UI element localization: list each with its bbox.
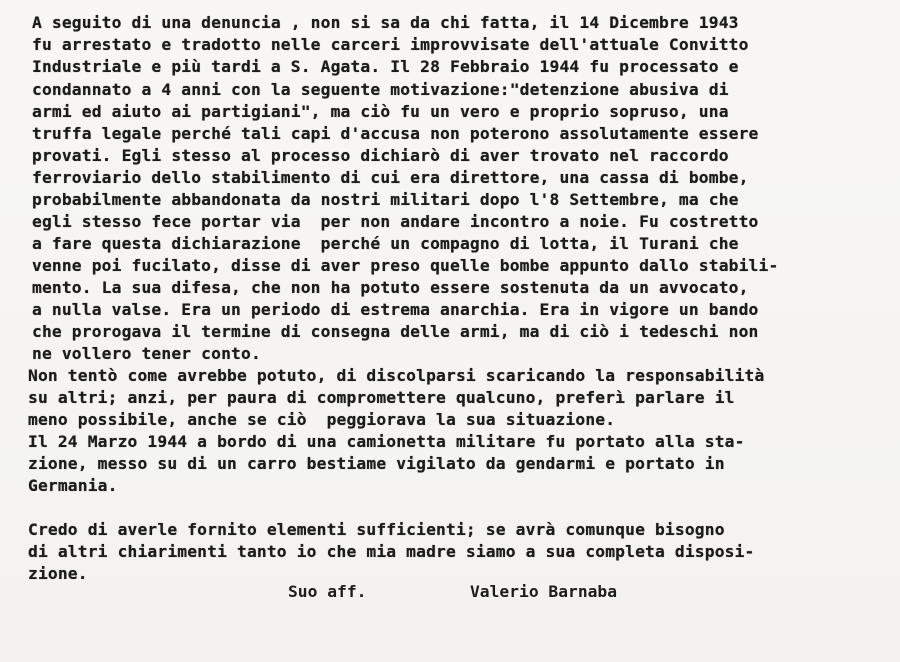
letter-line: Germania. — [28, 476, 118, 495]
letter-line: ne vollero tener conto. — [32, 344, 261, 363]
letter-line: zione, messo su di un carro bestiame vigilato da gendarmi e portato in — [28, 454, 725, 473]
letter-line: venne poi fucilato, disse di aver preso quelle bombe appunto dallo stabili- — [32, 256, 779, 275]
letter-line: Credo di averle fornito elementi sufficienti; se avrà comunque bisogno — [28, 520, 725, 539]
letter-line: mento. La sua difesa, che non ha potuto essere sostenuta da un avvocato, — [32, 278, 749, 297]
letter-line: Il 24 Marzo 1944 a bordo di una camionetta militare fu portato alla sta- — [28, 432, 745, 451]
letter-line: condannato a 4 anni con la seguente motivazione:"detenzione abusiva di — [32, 80, 729, 99]
letter-line: truffa legale perché tali capi d'accusa non poterono assolutamente essere — [32, 124, 759, 143]
letter-line: che prorogava il termine di consegna delle armi, ma di ciò i tedeschi non — [32, 322, 759, 341]
letter-line: A seguito di una denuncia , non si sa da chi fatta, il 14 Dicembre 1943 — [32, 13, 739, 32]
letter-line: zione. — [28, 564, 88, 583]
letter-signature: Valerio Barnaba — [470, 582, 618, 601]
letter-line: a nulla valse. Era un periodo di estrema anarchia. Era in vigore un bando — [32, 300, 759, 319]
letter-line: probabilmente abbandonata da nostri militari dopo l'8 Settembre, ma che — [32, 190, 739, 209]
letter-line: egli stesso fece portar via per non andare incontro a noie. Fu costretto — [32, 212, 759, 231]
letter-line: su altri; anzi, per paura di compromettere qualcuno, preferì parlare il — [28, 388, 735, 407]
letter-line: fu arrestato e tradotto nelle carceri improvvisate dell'attuale Convitto — [32, 35, 749, 54]
letter-closing: Suo aff. — [288, 582, 367, 601]
letter-line: Non tentò come avrebbe potuto, di discolparsi scaricando la responsabilità — [28, 366, 765, 385]
letter-line: armi ed aiuto ai partigiani", ma ciò fu un vero e proprio sopruso, una — [32, 102, 729, 121]
letter-line: provati. Egli stesso al processo dichiarò di aver trovato nel raccordo — [32, 146, 729, 165]
letter-line: Industriale e più tardi a S. Agata. Il 28 Febbraio 1944 fu processato e — [32, 57, 739, 76]
letter-line: di altri chiarimenti tanto io che mia madre siamo a sua completa disposi- — [28, 542, 755, 561]
letter-line: a fare questa dichiarazione perché un compagno di lotta, il Turani che — [32, 234, 739, 253]
letter-line: ferroviario dello stabilimento di cui era direttore, una cassa di bombe, — [32, 168, 749, 187]
letter-line: meno possibile, anche se ciò peggiorava la sua situazione. — [28, 410, 616, 429]
